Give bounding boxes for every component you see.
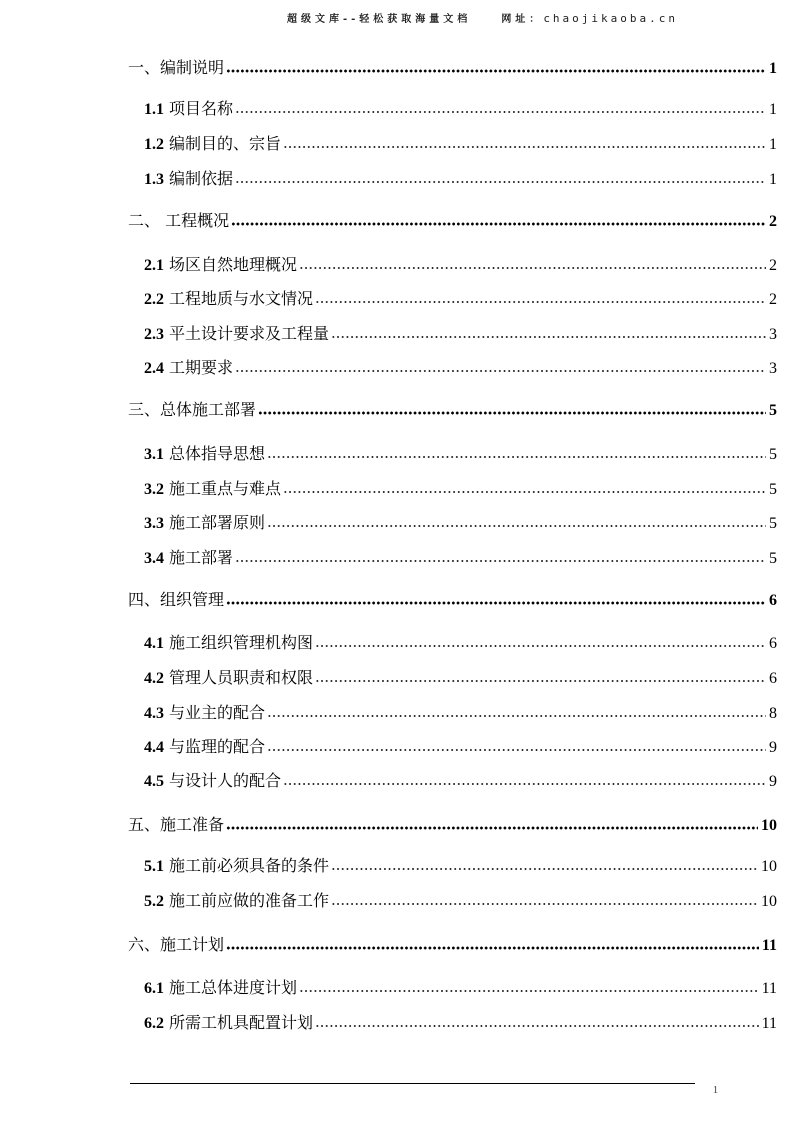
toc-section-entry[interactable] — [144, 630, 777, 653]
toc-dot-leader — [315, 1024, 759, 1028]
toc-section-entry[interactable] — [144, 510, 777, 533]
toc-dot-leader — [235, 559, 766, 563]
toc-chapter-entry[interactable] — [128, 208, 777, 231]
toc-entry-page-number: 10 — [761, 817, 777, 834]
toc-entry-number: 3.3 — [144, 515, 164, 532]
toc-section-entry[interactable] — [144, 700, 777, 723]
toc-chapter-entry[interactable] — [128, 812, 777, 835]
toc-entry-title: 项目名称 — [169, 99, 234, 118]
toc-dot-leader — [267, 714, 766, 718]
toc-entry-title: 施工重点与难点 — [169, 479, 282, 498]
toc-entry-title: 编制依据 — [169, 169, 234, 188]
toc-entry-number: 6.2 — [144, 1015, 164, 1032]
toc-section-entry[interactable] — [144, 768, 777, 791]
toc-section-entry[interactable] — [144, 321, 777, 344]
toc-entry-number: 1.1 — [144, 101, 164, 118]
toc-section-entry[interactable] — [144, 853, 777, 876]
toc-dot-leader — [315, 679, 766, 683]
toc-entry-title: 工期要求 — [169, 358, 234, 377]
footer-divider — [130, 1083, 695, 1084]
toc-entry-title: 施工前应做的准备工作 — [169, 891, 330, 910]
toc-dot-leader — [331, 902, 758, 906]
toc-dot-leader — [267, 748, 766, 752]
toc-chapter-entry[interactable] — [128, 397, 777, 420]
toc-entry-number: 1.2 — [144, 136, 164, 153]
toc-dot-leader — [283, 782, 766, 786]
toc-entry-number: 4.5 — [144, 773, 164, 790]
toc-entry-page-number: 5 — [769, 550, 777, 567]
toc-section-entry[interactable] — [144, 1010, 777, 1033]
toc-entry-title: 五、施工准备 — [128, 815, 225, 834]
toc-dot-leader — [235, 180, 766, 184]
toc-entry-number: 4.2 — [144, 670, 164, 687]
toc-entry-title: 与监理的配合 — [169, 737, 266, 756]
toc-entry-number: 2.3 — [144, 326, 164, 343]
toc-entry-number: 4.1 — [144, 635, 164, 652]
toc-section-entry[interactable] — [144, 665, 777, 688]
toc-entry-number: 5.2 — [144, 893, 164, 910]
toc-dot-leader — [267, 524, 766, 528]
toc-dot-leader — [315, 300, 766, 304]
footer-page-number: 1 — [713, 1085, 718, 1096]
toc-entry-number: 2.2 — [144, 291, 164, 308]
toc-dot-leader — [299, 266, 766, 270]
toc-dot-leader — [235, 110, 766, 114]
toc-entry-title: 四、组织管理 — [128, 590, 225, 609]
toc-entry-title: 二、 工程概况 — [128, 211, 230, 230]
toc-entry-page-number: 11 — [761, 980, 777, 997]
toc-entry-title: 编制目的、宗旨 — [169, 134, 282, 153]
toc-entry-title: 与设计人的配合 — [169, 771, 282, 790]
toc-entry-page-number: 11 — [761, 1015, 777, 1032]
header-url-label: 网址： — [501, 14, 544, 25]
toc-entry-page-number: 10 — [761, 858, 777, 875]
toc-entry-title: 工程地质与水文情况 — [169, 289, 314, 308]
toc-dot-leader — [258, 411, 766, 415]
toc-section-entry[interactable] — [144, 888, 777, 911]
toc-entry-page-number: 10 — [761, 893, 777, 910]
toc-dot-leader — [331, 335, 766, 339]
toc-section-entry[interactable] — [144, 545, 777, 568]
toc-section-entry[interactable] — [144, 286, 777, 309]
toc-entry-page-number: 6 — [769, 592, 777, 609]
toc-chapter-entry[interactable] — [128, 55, 777, 78]
toc-entry-title: 施工部署原则 — [169, 513, 266, 532]
toc-entry-title: 管理人员职责和权限 — [169, 668, 314, 687]
toc-entry-page-number: 2 — [769, 291, 777, 308]
toc-entry-number: 2.4 — [144, 360, 164, 377]
toc-entry-title: 总体指导思想 — [169, 444, 266, 463]
toc-section-entry[interactable] — [144, 476, 777, 499]
toc-entry-page-number: 5 — [769, 446, 777, 463]
toc-entry-page-number: 5 — [769, 515, 777, 532]
toc-dot-leader — [226, 946, 759, 950]
toc-dot-leader — [299, 989, 759, 993]
toc-entry-number: 1.3 — [144, 171, 164, 188]
toc-dot-leader — [226, 69, 766, 73]
toc-dot-leader — [267, 455, 766, 459]
toc-entry-page-number: 3 — [769, 360, 777, 377]
toc-chapter-entry[interactable] — [128, 932, 777, 955]
toc-entry-page-number: 9 — [769, 739, 777, 756]
toc-section-entry[interactable] — [144, 441, 777, 464]
toc-entry-number: 2.1 — [144, 257, 164, 274]
toc-entry-number: 4.3 — [144, 705, 164, 722]
toc-section-entry[interactable] — [144, 975, 777, 998]
header-site-name: 超级文库--轻松获取海量文档 — [287, 14, 472, 25]
header-url-link[interactable]: chaojikaoba.cn — [543, 12, 679, 25]
toc-entry-page-number: 9 — [769, 773, 777, 790]
toc-entry-page-number: 11 — [761, 937, 777, 954]
toc-section-entry[interactable] — [144, 355, 777, 378]
toc-entry-page-number: 1 — [769, 171, 777, 188]
toc-entry-page-number: 2 — [769, 257, 777, 274]
toc-dot-leader — [331, 867, 758, 871]
toc-entry-page-number: 1 — [769, 60, 777, 77]
toc-dot-leader — [283, 145, 766, 149]
toc-entry-page-number: 2 — [769, 213, 777, 230]
toc-entry-page-number: 1 — [769, 101, 777, 118]
toc-entry-number: 4.4 — [144, 739, 164, 756]
toc-entry-page-number: 5 — [769, 402, 777, 419]
toc-entry-number: 3.1 — [144, 446, 164, 463]
toc-entry-title: 施工总体进度计划 — [169, 978, 298, 997]
toc-dot-leader — [235, 369, 766, 373]
toc-entry-page-number: 3 — [769, 326, 777, 343]
toc-entry-number: 6.1 — [144, 980, 164, 997]
toc-dot-leader — [315, 644, 766, 648]
toc-entry-title: 与业主的配合 — [169, 703, 266, 722]
toc-dot-leader — [283, 490, 766, 494]
toc-section-entry[interactable] — [144, 96, 777, 119]
toc-section-entry[interactable] — [144, 252, 777, 275]
toc-dot-leader — [226, 826, 758, 830]
toc-entry-page-number: 6 — [769, 635, 777, 652]
toc-dot-leader — [226, 601, 766, 605]
toc-section-entry[interactable] — [144, 734, 777, 757]
toc-entry-page-number: 1 — [769, 136, 777, 153]
toc-entry-page-number: 5 — [769, 481, 777, 498]
toc-entry-page-number: 8 — [769, 705, 777, 722]
toc-entry-title: 施工部署 — [169, 548, 234, 567]
page-header — [287, 10, 678, 25]
toc-entry-title: 场区自然地理概况 — [169, 255, 298, 274]
toc-entry-title: 平土设计要求及工程量 — [169, 324, 330, 343]
toc-entry-title: 六、施工计划 — [128, 935, 225, 954]
toc-entry-page-number: 6 — [769, 670, 777, 687]
toc-entry-number: 5.1 — [144, 858, 164, 875]
toc-entry-title: 一、编制说明 — [128, 58, 225, 77]
toc-dot-leader — [231, 222, 766, 226]
toc-entry-number: 3.2 — [144, 481, 164, 498]
toc-section-entry[interactable] — [144, 131, 777, 154]
toc-entry-title: 施工组织管理机构图 — [169, 633, 314, 652]
toc-entry-number: 3.4 — [144, 550, 164, 567]
toc-entry-title: 施工前必须具备的条件 — [169, 856, 330, 875]
toc-section-entry[interactable] — [144, 166, 777, 189]
toc-entry-title: 所需工机具配置计划 — [169, 1013, 314, 1032]
toc-chapter-entry[interactable] — [128, 587, 777, 610]
toc-entry-title: 三、总体施工部署 — [128, 400, 257, 419]
